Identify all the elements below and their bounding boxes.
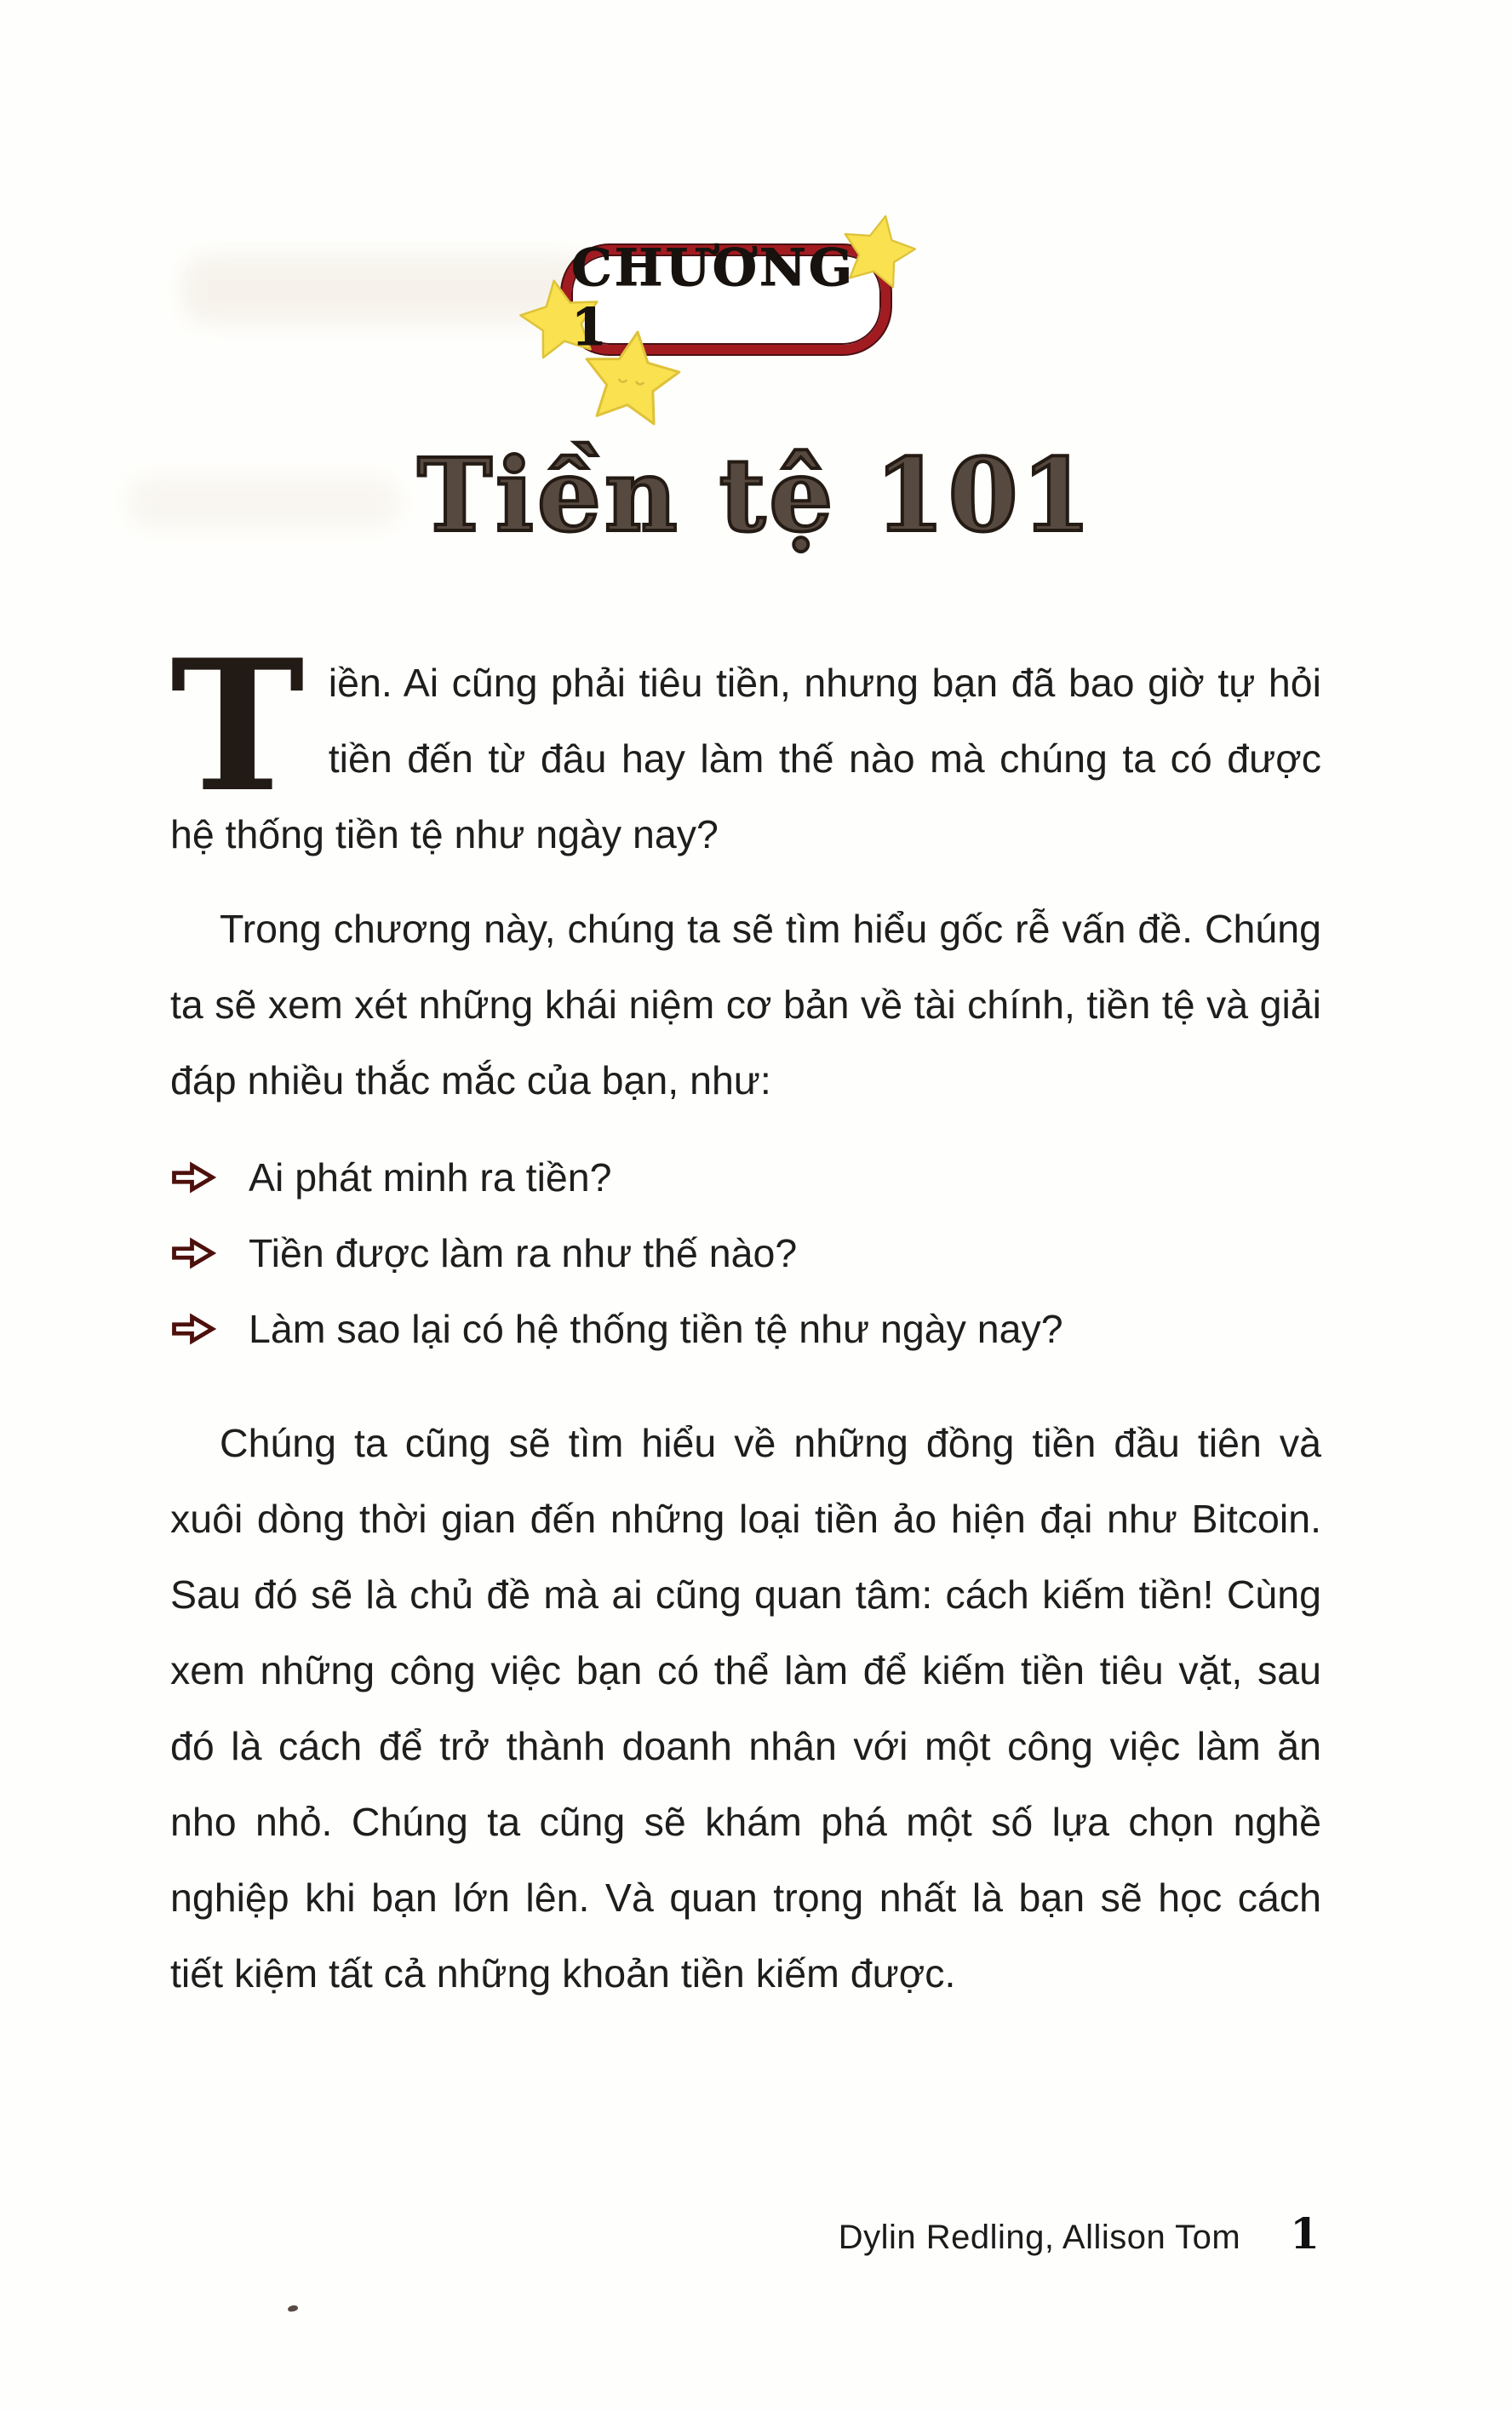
page-title: Tiền tệ 101 bbox=[417, 436, 1095, 554]
paragraph-text: iền. Ai cũng phải tiêu tiền, nhưng bạn đã bao giờ tự hỏi tiền đến từ đâu hay làm thế nào mà chúng ta có được hệ thống tiền tệ như ngày nay? bbox=[170, 661, 1321, 856]
chapter-badge-label: CHƯƠNG 1 bbox=[571, 238, 856, 358]
list-item-text: Ai phát minh ra tiền? bbox=[249, 1154, 612, 1200]
paragraph-overview: Trong chương này, chúng ta sẽ tìm hiểu gốc rễ vấn đề. Chúng ta sẽ xem xét những khái niệm cơ bản về tài chính, tiền tệ và giải đáp nhiều thắc mắc của bạn, như: bbox=[170, 907, 1321, 1102]
paragraph-outline: Chúng ta cũng sẽ tìm hiểu về những đồng tiền đầu tiên và xuôi dòng thời gian đến những loại tiền ảo hiện đại như Bitcoin. Sau đó sẽ là chủ đề mà ai cũng quan tâm: cách kiếm tiền! Cùng xem những công việc bạn có thể làm để kiếm tiền tiêu vặt, sau đó là cách để trở thành doanh nhân với một công việc làm ăn nho nhỏ. Chúng ta cũng sẽ khám phá một số lựa chọn nghề nghiệp khi bạn lớn lên. Và quan trọng nhất là bạn sẽ học cách tiết kiệm tất cả những khoản tiền kiếm được. bbox=[170, 1421, 1321, 1996]
footer-authors: Dylin Redling, Allison Tom bbox=[838, 2219, 1241, 2256]
list-item bbox=[170, 1139, 1321, 1215]
paragraph-intro bbox=[170, 620, 1321, 873]
arrow-right-icon bbox=[170, 1236, 216, 1270]
dropcap-letter: T bbox=[170, 620, 305, 832]
list-item bbox=[170, 1291, 1321, 1366]
list-item-text: Làm sao lại có hệ thống tiền tệ như ngày nay? bbox=[249, 1306, 1063, 1351]
body-text-column bbox=[170, 620, 1321, 2012]
list-item bbox=[170, 1215, 1321, 1291]
arrow-right-icon bbox=[170, 1312, 216, 1346]
page-footer bbox=[0, 2208, 1320, 2259]
question-list bbox=[170, 1139, 1321, 1366]
list-item-text: Tiền được làm ra như thế nào? bbox=[249, 1230, 798, 1275]
page-number: 1 bbox=[1290, 2208, 1320, 2259]
ink-speck bbox=[287, 2305, 298, 2312]
chapter-badge bbox=[562, 238, 891, 358]
arrow-right-icon bbox=[170, 1160, 216, 1194]
